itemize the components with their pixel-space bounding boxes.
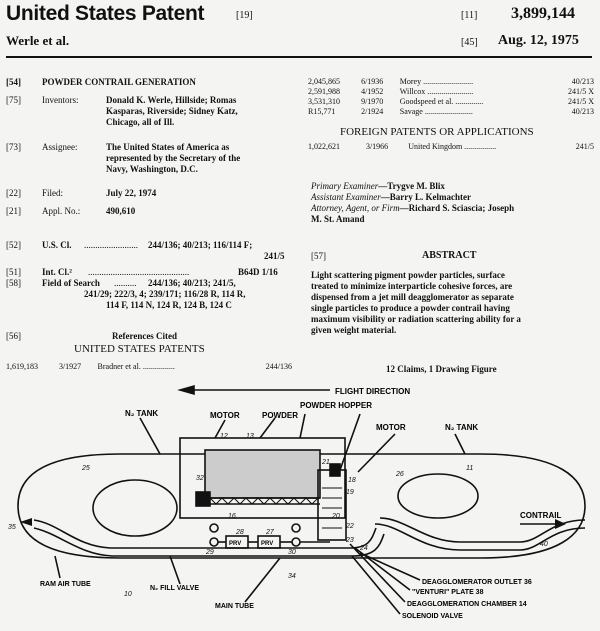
patent-date: Aug. 12, 1975 [498, 33, 579, 48]
search-label: Field of Search [42, 278, 100, 288]
abstract-line-2: treated to minimize interparticle cohesive forces, are [311, 281, 513, 291]
abstract-line-1: Light scattering pigment powder particles, surface [311, 270, 505, 280]
patent-ref-date: 4/1952 [361, 87, 384, 96]
appl-label: Appl. No.: [42, 206, 81, 216]
uscl-code: [52] [6, 240, 21, 250]
us-patents-title: UNITED STATES PATENTS [74, 343, 205, 355]
intcl-value: B64D 1/16 [238, 267, 278, 277]
abstract-line-5: maximum visibility or radiation scattering ability for a [311, 314, 521, 324]
patent-ref-class: 241/5 X [568, 97, 594, 106]
patent-ref-date: 9/1970 [361, 97, 384, 106]
assistant-examiner-label: Assistant Examiner [311, 192, 381, 202]
patent-ref-name: Goodspeed et al. .............. [399, 97, 484, 106]
powder-fill [205, 450, 320, 498]
uscl-leader: ........................ [84, 240, 138, 250]
n2-tank-right-label: N₂ TANK [445, 423, 479, 432]
patent-ref-date: 6/1936 [361, 77, 384, 86]
inventor-short-name: Werle et al. [6, 33, 70, 48]
reference-numeral: 35 [8, 524, 16, 531]
filed-label: Filed: [42, 188, 64, 198]
inventors-line-3: Chicago, all of Ill. [106, 117, 175, 127]
solenoid-valve-label: SOLENOID VALVE [402, 613, 463, 620]
uscl-value: 244/136; 40/213; 116/114 F; [148, 240, 253, 250]
abstract-title: ABSTRACT [422, 250, 477, 261]
uscl-label: U.S. Cl. [42, 240, 72, 250]
search-line-1: 244/136; 40/213; 241/5, [148, 278, 236, 288]
filed-code: [22] [6, 188, 21, 198]
reference-numeral: 21 [322, 459, 330, 466]
deagglomeration-chamber-label: DEAGGLOMERATION CHAMBER 14 [407, 601, 527, 608]
main-tube-label: MAIN TUBE [215, 603, 254, 610]
search-leader: .......... [114, 278, 137, 288]
appl-code: [21] [6, 206, 21, 216]
patent-ref-class: 241/5 [575, 142, 594, 151]
reference-numeral: 27 [266, 529, 274, 536]
reference-numeral: 28 [236, 529, 244, 536]
assignee-line-2: represented by the Secretary of the [106, 153, 241, 163]
reference-numeral: 11 [466, 465, 474, 472]
reference-numeral: 26 [396, 471, 404, 478]
reference-numeral: 30 [288, 549, 296, 556]
reference-numeral: 23 [346, 537, 354, 544]
patent-ref-class: 244/136 [265, 362, 292, 371]
assignee-label: Assignee: [42, 142, 78, 152]
reference-numeral: 29 [206, 549, 214, 556]
n2-fill-valve-label: N₂ FILL VALVE [150, 585, 199, 592]
powder-label: POWDER [262, 411, 298, 420]
patent-ref-number: 3,531,310 [308, 97, 340, 106]
right-motor [330, 464, 340, 476]
reference-numeral: 24 [360, 545, 368, 552]
invention-title: POWDER CONTRAIL GENERATION [42, 77, 196, 87]
claims-count: 12 Claims, 1 Drawing Figure [386, 364, 497, 374]
patent-drawing [0, 378, 600, 631]
foreign-patents-table [306, 142, 596, 152]
patent-ref-number: 2,591,988 [308, 87, 340, 96]
abstract-line-4: single particles to produce a powder contrail having [311, 303, 510, 313]
inventors-line-2: Kasparas, Riverside; Sidney Katz, [106, 106, 238, 116]
ram-air-tube-label: RAM AIR TUBE [40, 581, 91, 588]
search-line-2: 241/29; 222/3, 4; 239/171; 116/28 R, 114 R, [84, 289, 246, 299]
filed-value: July 22, 1974 [106, 188, 157, 198]
primary-examiner-value: —Trygve M. Blix [378, 181, 445, 191]
contrail-label: CONTRAIL [520, 511, 562, 520]
assistant-examiner [311, 192, 471, 203]
reference-numeral: 32 [196, 475, 204, 482]
patent-ref-date: 2/1924 [361, 107, 384, 116]
attorney [311, 203, 514, 214]
patent-ref-class: 241/5 X [568, 87, 594, 96]
patent-ref-name: Willcox ....................... [399, 87, 474, 96]
reference-numeral: 22 [346, 523, 354, 530]
prv-1-label: PRV [229, 541, 242, 547]
main-tube [34, 520, 376, 548]
reference-numeral: 10 [124, 591, 132, 598]
assignee-code: [73] [6, 142, 21, 152]
patent-title-header: United States Patent [6, 2, 205, 25]
patent-ref-number: 1,022,621 [308, 142, 340, 151]
assistant-examiner-value: —Barry L. Kelmachter [380, 192, 471, 202]
left-motor [196, 492, 210, 506]
foreign-title: FOREIGN PATENTS OR APPLICATIONS [340, 126, 534, 138]
patent-ref-number: R15,771 [308, 107, 336, 116]
title-code: [54] [6, 77, 21, 87]
patent-ref-date: 3/1927 [58, 362, 82, 371]
reference-numeral: 20 [332, 513, 340, 520]
abstract-line-3: dispensed from a jet mill deagglomerator as separate [311, 292, 514, 302]
patent-ref-name: Bradner et al. ................ [97, 362, 175, 371]
reference-numeral: 19 [346, 489, 354, 496]
motor-right-label: MOTOR [376, 423, 406, 432]
intcl-label: Int. Cl.² [42, 267, 72, 277]
inventors-label: Inventors: [42, 95, 79, 105]
us-patent-row [306, 87, 596, 97]
reference-numeral: 12 [220, 433, 228, 440]
abstract-line-6: given weight material. [311, 325, 397, 335]
inid-code-19: [19] [236, 10, 253, 21]
appl-value: 490,610 [106, 206, 136, 216]
inventors-code: [75] [6, 95, 21, 105]
us-patents-table-right [306, 77, 596, 117]
us-patents-table-left [4, 362, 294, 372]
motor-left-label: MOTOR [210, 411, 240, 420]
deagglomerator-outlet-label: DEAGGLOMERATOR OUTLET 36 [422, 579, 532, 586]
header-rule [6, 56, 592, 58]
search-line-3: 114 F, 114 N, 124 R, 124 B, 124 C [106, 300, 232, 310]
attorney-value-1: —Richard S. Sciascia; Joseph [399, 203, 515, 213]
powder-hopper-label: POWDER HOPPER [300, 401, 373, 410]
attorney-value-2: M. St. Amand [311, 214, 365, 224]
reference-numeral: 16 [228, 513, 236, 520]
patent-ref-class: 40/213 [571, 107, 594, 116]
us-patent-row [306, 97, 596, 107]
left-n2-tank [93, 480, 177, 536]
primary-examiner-label: Primary Examiner [311, 181, 379, 191]
patent-ref-number: 1,619,183 [6, 362, 38, 371]
search-code: [58] [6, 278, 21, 288]
patent-ref-date: 3/1966 [365, 142, 389, 151]
inventors-line-1: Donald K. Werle, Hillside; Romas [106, 95, 237, 105]
reference-numeral: 13 [246, 433, 254, 440]
patent-number: 3,899,144 [511, 5, 575, 22]
n2-tank-left-label: N₂ TANK [125, 409, 159, 418]
us-patent-row [4, 362, 294, 372]
prv-2-label: PRV [261, 541, 274, 547]
deagglomerator [318, 470, 346, 540]
foreign-patent-row [306, 142, 596, 152]
venturi-plate-label: "VENTURI" PLATE 38 [412, 589, 484, 596]
right-n2-tank [398, 474, 478, 518]
flight-direction-label: FLIGHT DIRECTION [335, 387, 411, 396]
us-patent-row [306, 77, 596, 87]
reference-numeral: 34 [288, 573, 296, 580]
abstract-code: [57] [311, 251, 326, 261]
patent-ref-number: 2,045,865 [308, 77, 340, 86]
assignee-line-1: The United States of America as [106, 142, 230, 152]
refs-code: [56] [6, 331, 21, 341]
patent-ref-name: Morey ......................... [399, 77, 474, 86]
patent-ref-name: United Kingdom ................ [408, 142, 497, 151]
intcl-code: [51] [6, 267, 21, 277]
refs-title: References Cited [112, 331, 178, 341]
reference-numeral: 18 [348, 477, 356, 484]
inid-code-45: [45] [461, 37, 478, 48]
intcl-leader: ............................................. [88, 267, 190, 277]
us-patent-row [306, 107, 596, 117]
patent-ref-name: Savage ........................ [399, 107, 473, 116]
reference-numeral: 25 [82, 465, 90, 472]
patent-ref-class: 40/213 [571, 77, 594, 86]
uscl-value-2: 241/5 [264, 251, 285, 261]
assignee-line-3: Navy, Washington, D.C. [106, 164, 198, 174]
reference-numeral: 40 [540, 541, 548, 548]
primary-examiner [311, 181, 445, 192]
inid-code-11: [11] [461, 10, 478, 21]
attorney-label: Attorney, Agent, or Firm [311, 203, 400, 213]
